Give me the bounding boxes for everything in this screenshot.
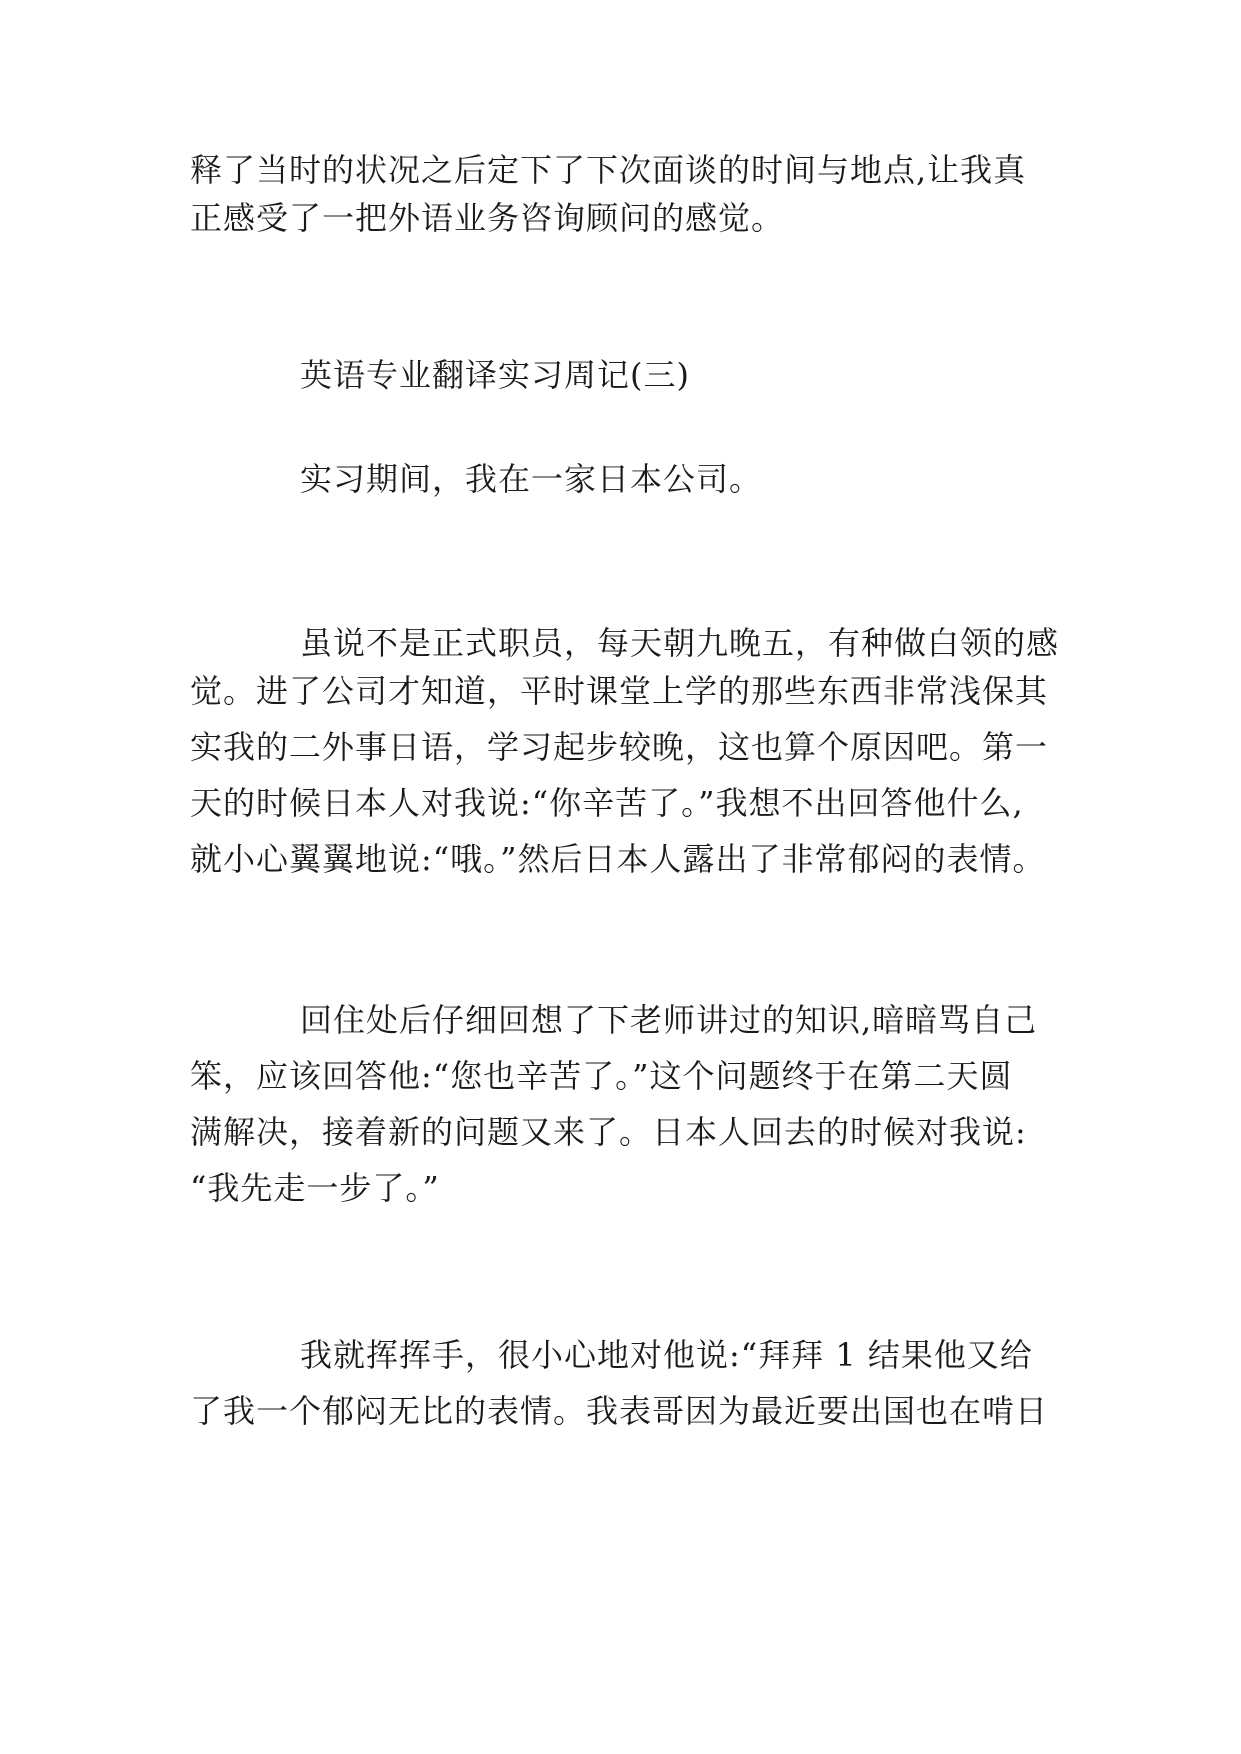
paragraph-4-line-1: 虽说不是正式职员，每天朝九晚五，有种做白领的感 xyxy=(300,624,1060,662)
paragraph-5-line-2: 笨，应该回答他:“您也辛苦了。”这个问题终于在第二天圆 xyxy=(190,1057,1013,1095)
paragraph-1-line-2: 正感受了一把外语业务咨询顾问的感觉。 xyxy=(190,199,785,237)
paragraph-4-line-4: 天的时候日本人对我说:“你辛苦了。”我想不出回答他什么, xyxy=(190,784,1024,822)
paragraph-5-line-4: “我先走一步了。” xyxy=(190,1169,440,1207)
paragraph-6-line-1: 我就挥挥手，很小心地对他说:“拜拜 1 结果他又给 xyxy=(300,1336,1033,1374)
paragraph-1-line-1: 释了当时的状况之后定下了下次面谈的时间与地点,让我真 xyxy=(190,151,1027,189)
paragraph-6-line-2: 了我一个郁闷无比的表情。我表哥因为最近要出国也在啃日 xyxy=(190,1392,1049,1430)
paragraph-3-line-1: 实习期间，我在一家日本公司。 xyxy=(300,460,763,498)
section-heading: 英语专业翻译实习周记(三) xyxy=(300,356,690,394)
paragraph-4-line-3: 实我的二外事日语，学习起步较晚，这也算个原因吧。第一 xyxy=(190,728,1049,766)
paragraph-5-line-3: 满解决，接着新的问题又来了。日本人回去的时候对我说: xyxy=(190,1113,1027,1151)
paragraph-5-line-1: 回住处后仔细回想了下老师讲过的知识,暗暗骂自己 xyxy=(300,1001,1038,1039)
paragraph-4-line-5: 就小心翼翼地说:“哦。”然后日本人露出了非常郁闷的表情。 xyxy=(190,840,1046,878)
paragraph-4-line-2: 觉。进了公司才知道，平时课堂上学的那些东西非常浅保其 xyxy=(190,672,1049,710)
